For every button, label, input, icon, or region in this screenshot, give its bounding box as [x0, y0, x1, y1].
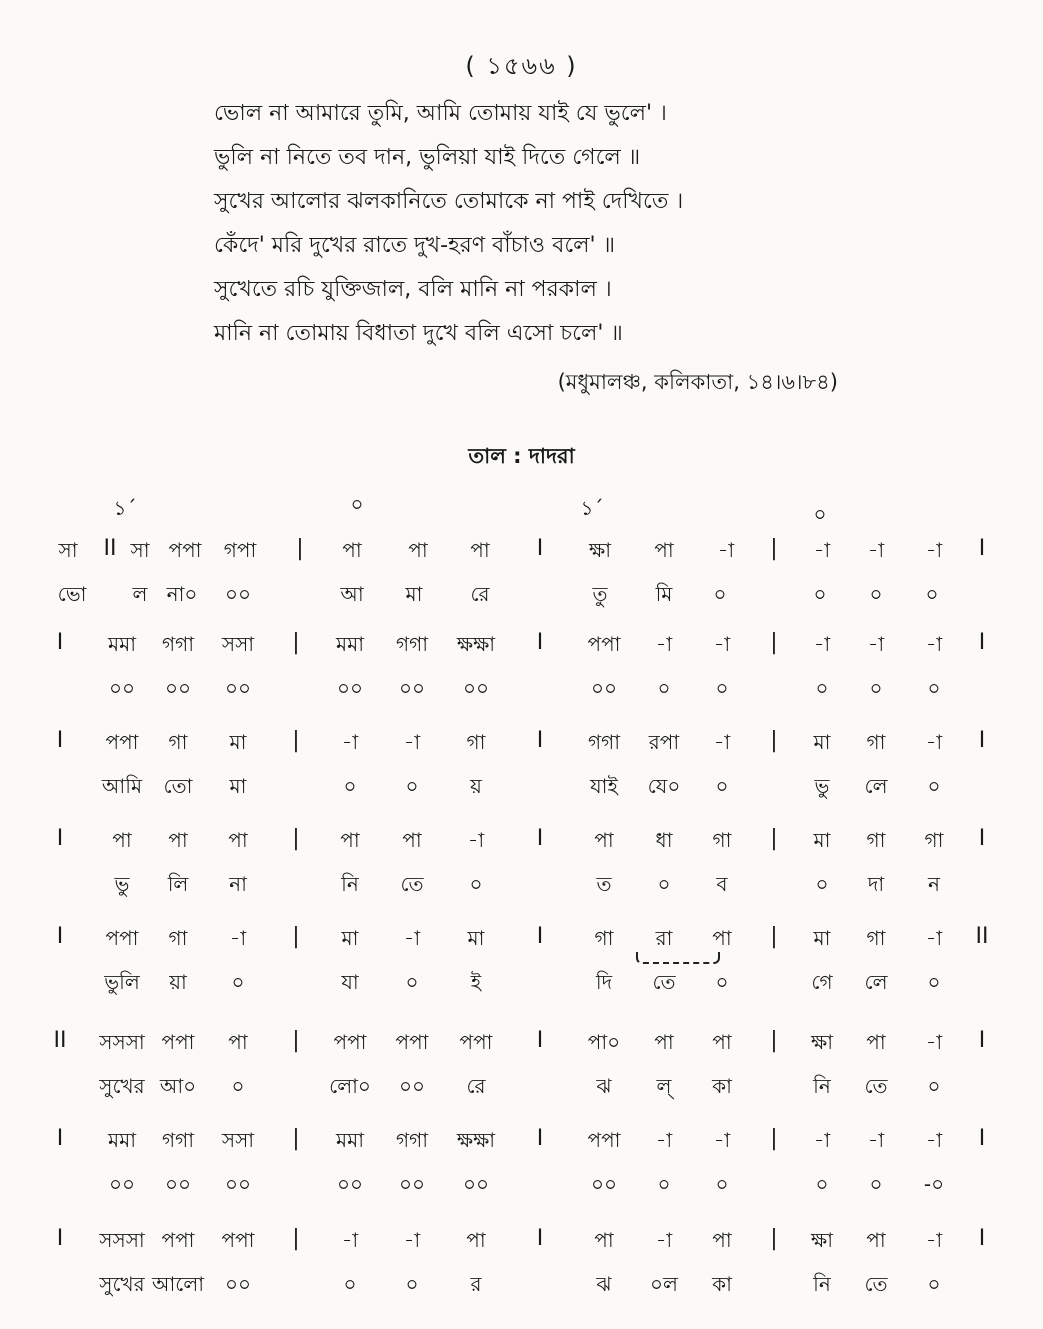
bar-line: |: [770, 630, 778, 655]
note: -া: [925, 1128, 943, 1152]
note: মা: [467, 926, 485, 950]
note: -া: [713, 632, 731, 656]
lyric-syllable: ০: [869, 676, 883, 700]
bar-line: I: [536, 924, 544, 949]
note: -া: [925, 926, 943, 950]
note: গপা: [223, 538, 257, 562]
lyric-syllable: ০: [657, 872, 671, 896]
lyric-syllable: যাই: [590, 774, 618, 798]
note: সসা: [221, 1128, 255, 1152]
lyric-syllable: সুখের: [99, 1074, 145, 1098]
lyric-syllable: ০: [925, 582, 939, 606]
bar-line: I: [56, 630, 64, 655]
lyric-syllable: ০০: [336, 1172, 364, 1196]
note: পা: [712, 926, 732, 950]
note: পপা: [105, 730, 139, 754]
lyric-syllable: ল্: [656, 1074, 672, 1098]
lyric-syllable: ০০: [398, 1074, 426, 1098]
note: -া: [813, 1128, 831, 1152]
bar-line: I: [536, 1226, 544, 1251]
note: -া: [713, 730, 731, 754]
lyric-syllable: -০: [923, 1172, 945, 1196]
note: গা: [594, 926, 614, 950]
lyric-syllable: ০: [927, 774, 941, 798]
lyric-syllable: ০০: [108, 676, 136, 700]
bar-line: II: [53, 1028, 67, 1053]
note: মা: [229, 730, 247, 754]
poem-line: কেঁদে' মরি দুখের রাতে দুখ-হরণ বাঁচাও বলে' ॥: [214, 233, 616, 258]
note: -া: [925, 632, 943, 656]
note: পা০: [587, 1030, 621, 1054]
lyric-syllable: ০: [813, 582, 827, 606]
note: পা: [712, 1228, 732, 1252]
source-credit: (মধুমালঞ্চ, কলিকাতা, ১৪।৬।৮৪): [557, 370, 838, 394]
lyric-syllable: ০০: [398, 676, 426, 700]
lyric-syllable: ল: [132, 582, 148, 606]
beat-marker: ১´: [580, 496, 604, 520]
lyric-syllable: য়া: [169, 970, 187, 994]
bar-line: |: [770, 536, 778, 561]
note: পপা: [221, 1228, 255, 1252]
note: সা: [130, 538, 150, 562]
lyric-syllable: ০০: [462, 676, 490, 700]
bar-line: |: [770, 1226, 778, 1251]
poem: [214, 92, 774, 356]
lyric-syllable: ০: [927, 1272, 941, 1296]
bar-line: I: [978, 536, 986, 561]
bar-line: I: [978, 630, 986, 655]
taal-heading: তাল : দাদরা: [468, 444, 575, 468]
note: ক্ষক্ষা: [456, 632, 496, 656]
lyric-syllable: নি: [341, 872, 359, 896]
note: গগা: [161, 632, 195, 656]
lyric-syllable: ০০: [224, 1272, 252, 1296]
lyric-syllable: ন: [928, 872, 940, 896]
lyric-syllable: ০: [715, 774, 729, 798]
note: পা: [228, 828, 248, 852]
lyric-syllable: ভুলি: [104, 970, 140, 994]
lyric-syllable: নি: [813, 1074, 831, 1098]
bar-line: I: [56, 924, 64, 949]
lyric-syllable: গে: [811, 970, 833, 994]
bar-line: |: [770, 728, 778, 753]
bar-line: I: [536, 1028, 544, 1053]
note: পপা: [161, 1030, 195, 1054]
lyric-syllable: ভু: [814, 774, 830, 798]
note: -া: [655, 632, 673, 656]
note: -া: [867, 538, 885, 562]
note: মা: [341, 926, 359, 950]
note: -া: [925, 1228, 943, 1252]
note: পপা: [587, 632, 621, 656]
note: পপা: [168, 538, 202, 562]
lyric-syllable: যে০: [647, 774, 681, 798]
note: পা: [470, 538, 490, 562]
lyric-syllable: ০: [869, 582, 883, 606]
lyric-syllable: ০: [405, 1272, 419, 1296]
slur-mark: [636, 952, 720, 964]
lyric-syllable: মা: [229, 774, 247, 798]
note: রা: [655, 926, 673, 950]
lyric-syllable: ০: [231, 1074, 245, 1098]
lyric-syllable: তে: [864, 1272, 888, 1296]
note: মমা: [335, 1128, 365, 1152]
note: সসা: [221, 632, 255, 656]
page-number: ( ১৫৬৬ ): [465, 52, 578, 80]
note: পা: [654, 538, 674, 562]
lyric-syllable: ভু: [114, 872, 130, 896]
note: সসসা: [99, 1030, 145, 1054]
bar-line: I: [56, 728, 64, 753]
note: গগা: [587, 730, 621, 754]
bar-line: I: [536, 826, 544, 851]
note: -া: [341, 1228, 359, 1252]
note: মা: [813, 828, 831, 852]
bar-line: |: [292, 728, 300, 753]
lyric-syllable: ০০: [224, 1172, 252, 1196]
note: গা: [866, 926, 886, 950]
note: পপা: [587, 1128, 621, 1152]
note: গগা: [161, 1128, 195, 1152]
note: গা: [866, 730, 886, 754]
lyric-syllable: যা: [341, 970, 359, 994]
lyric-syllable: ০০: [398, 1172, 426, 1196]
poem-line: ভুলি না নিতে তব দান, ভুলিয়া যাই দিতে গেলে ॥: [214, 145, 641, 170]
lyric-syllable: কা: [712, 1272, 732, 1296]
beat-marker: ০: [813, 502, 827, 526]
note: পা: [594, 828, 614, 852]
note: -া: [229, 926, 247, 950]
lyric-syllable: আ: [340, 582, 364, 606]
lyric-syllable: না০: [166, 582, 198, 606]
note: পপা: [161, 1228, 195, 1252]
note: পা: [168, 828, 188, 852]
note: পা: [712, 1030, 732, 1054]
lyric-syllable: রে: [466, 1074, 486, 1098]
lyric-syllable: ঝ: [596, 1272, 612, 1296]
note: মমা: [107, 632, 137, 656]
poem-line: সুখেতে রচি যুক্তিজাল, বলি মানি না পরকাল ।: [214, 277, 612, 302]
note: মা: [813, 926, 831, 950]
lyric-syllable: নি: [813, 1272, 831, 1296]
lyric-syllable: র: [470, 1272, 482, 1296]
note: -া: [867, 1128, 885, 1152]
note: গগা: [395, 1128, 429, 1152]
lyric-syllable: লো০: [329, 1074, 371, 1098]
note: পা: [408, 538, 428, 562]
note: ক্ষা: [810, 1030, 834, 1054]
lyric-syllable: ০: [657, 676, 671, 700]
lyric-syllable: ০০: [224, 582, 252, 606]
lyric-syllable: রে: [470, 582, 490, 606]
note: -া: [403, 926, 421, 950]
lyric-syllable: সুখের: [99, 1272, 145, 1296]
note: পা: [466, 1228, 486, 1252]
lyric-syllable: ০: [815, 676, 829, 700]
bar-line: II: [103, 536, 117, 561]
lyric-syllable: ০০: [590, 676, 618, 700]
lyric-syllable: ০: [869, 1172, 883, 1196]
bar-line: I: [56, 1126, 64, 1151]
note: পা: [866, 1030, 886, 1054]
note: ক্ষক্ষা: [456, 1128, 496, 1152]
lyric-syllable: ০: [815, 1172, 829, 1196]
lyric-syllable: দা: [867, 872, 885, 896]
note: মমা: [335, 632, 365, 656]
bar-line: I: [536, 728, 544, 753]
lyric-syllable: আ০: [159, 1074, 197, 1098]
bar-line: |: [292, 630, 300, 655]
beat-marker: ১´: [113, 496, 137, 520]
lyric-syllable: ০ল: [650, 1272, 678, 1296]
lyric-syllable: না: [229, 872, 247, 896]
note: -া: [717, 538, 735, 562]
lyric-syllable: ০০: [462, 1172, 490, 1196]
note: গা: [924, 828, 944, 852]
lyric-syllable: ০০: [108, 1172, 136, 1196]
bar-line: |: [292, 924, 300, 949]
lyric-syllable: তু: [592, 582, 608, 606]
note: গা: [466, 730, 486, 754]
lyric-syllable: ভো: [57, 582, 87, 606]
note: -া: [925, 1030, 943, 1054]
lyric-syllable: ০০: [164, 1172, 192, 1196]
bar-line: I: [978, 1126, 986, 1151]
note: পা: [112, 828, 132, 852]
lyric-syllable: তে: [864, 1074, 888, 1098]
bar-line: |: [296, 536, 304, 561]
poem-line: ভোল না আমারে তুমি, আমি তোমায় যাই যে ভুলে' ।: [214, 101, 667, 126]
note: ক্ষা: [588, 538, 612, 562]
note: পা: [228, 1030, 248, 1054]
bar-line: |: [770, 826, 778, 851]
note: -া: [403, 1228, 421, 1252]
note: পা: [402, 828, 422, 852]
note: পা: [340, 828, 360, 852]
note: -া: [867, 632, 885, 656]
note: মমা: [107, 1128, 137, 1152]
note: পা: [342, 538, 362, 562]
note: -া: [655, 1228, 673, 1252]
lyric-syllable: কা: [712, 1074, 732, 1098]
lyric-syllable: ০: [343, 774, 357, 798]
lyric-syllable: ০: [927, 1074, 941, 1098]
bar-line: |: [292, 1126, 300, 1151]
lyric-syllable: ০: [715, 676, 729, 700]
lyric-syllable: ০: [405, 970, 419, 994]
note: -া: [925, 730, 943, 754]
lyric-syllable: লে: [864, 970, 888, 994]
lyric-syllable: মা: [405, 582, 423, 606]
lyric-syllable: ০০: [224, 676, 252, 700]
lyric-syllable: ০: [405, 774, 419, 798]
note: পপা: [459, 1030, 493, 1054]
note: -া: [403, 730, 421, 754]
lyric-syllable: তে: [400, 872, 424, 896]
note: ধা: [655, 828, 673, 852]
note: গা: [712, 828, 732, 852]
lyric-syllable: ০: [927, 676, 941, 700]
note: -া: [813, 538, 831, 562]
bar-line: II: [975, 924, 989, 949]
bar-line: I: [978, 826, 986, 851]
lyric-syllable: ০: [343, 1272, 357, 1296]
bar-line: I: [978, 1028, 986, 1053]
lyric-syllable: দি: [595, 970, 613, 994]
lyric-syllable: ত: [596, 872, 612, 896]
bar-line: I: [56, 1226, 64, 1251]
lyric-syllable: লে: [864, 774, 888, 798]
note: পা: [866, 1228, 886, 1252]
lyric-syllable: ০: [927, 970, 941, 994]
poem-line: সুখের আলোর ঝলকানিতে তোমাকে না পাই দেখিতে ।: [214, 189, 684, 214]
lyric-syllable: তে: [652, 970, 676, 994]
note: গা: [168, 926, 188, 950]
lyric-syllable: ই: [470, 970, 482, 994]
poem-line: মানি না তোমায় বিধাতা দুখে বলি এসো চলে' ॥: [214, 321, 623, 346]
lyric-syllable: ০০: [336, 676, 364, 700]
lyric-syllable: তো: [163, 774, 193, 798]
lyric-syllable: ঝ: [596, 1074, 612, 1098]
note: মা: [813, 730, 831, 754]
lyric-syllable: ০: [715, 1172, 729, 1196]
note: -া: [655, 1128, 673, 1152]
note: -া: [341, 730, 359, 754]
lyric-syllable: ০: [715, 970, 729, 994]
bar-line: I: [536, 1126, 544, 1151]
bar-line: I: [536, 536, 544, 561]
bar-line: |: [770, 924, 778, 949]
lyric-syllable: ০: [713, 582, 727, 606]
note: গা: [168, 730, 188, 754]
lyric-syllable: আলো: [151, 1272, 205, 1296]
bar-line: |: [292, 1028, 300, 1053]
note: পপা: [395, 1030, 429, 1054]
bar-line: |: [292, 1226, 300, 1251]
lyric-syllable: ০: [469, 872, 483, 896]
lyric-syllable: য়: [470, 774, 482, 798]
bar-line: |: [770, 1028, 778, 1053]
lyric-syllable: লি: [167, 872, 189, 896]
note: ক্ষা: [810, 1228, 834, 1252]
note: -া: [813, 632, 831, 656]
lyric-syllable: ০০: [590, 1172, 618, 1196]
bar-line: |: [770, 1126, 778, 1151]
note: পা: [594, 1228, 614, 1252]
note: পপা: [105, 926, 139, 950]
note: -া: [713, 1128, 731, 1152]
note: -া: [925, 538, 943, 562]
note: -া: [467, 828, 485, 852]
lyric-syllable: ০: [815, 872, 829, 896]
lyric-syllable: আমি: [101, 774, 143, 798]
bar-line: |: [292, 826, 300, 851]
beat-marker: ০: [350, 492, 364, 516]
bar-line: I: [536, 630, 544, 655]
note: পা: [654, 1030, 674, 1054]
bar-line: I: [56, 826, 64, 851]
lyric-syllable: ০: [231, 970, 245, 994]
lyric-syllable: মি: [655, 582, 673, 606]
bar-line: I: [978, 728, 986, 753]
note: গা: [866, 828, 886, 852]
lyric-syllable: ব: [716, 872, 728, 896]
lyric-syllable: ০০: [164, 676, 192, 700]
note: রপা: [648, 730, 680, 754]
note: গগা: [395, 632, 429, 656]
bar-line: I: [978, 1226, 986, 1251]
lyric-syllable: ০: [657, 1172, 671, 1196]
note: সা: [58, 538, 78, 562]
note: পপা: [333, 1030, 367, 1054]
note: সসসা: [99, 1228, 145, 1252]
